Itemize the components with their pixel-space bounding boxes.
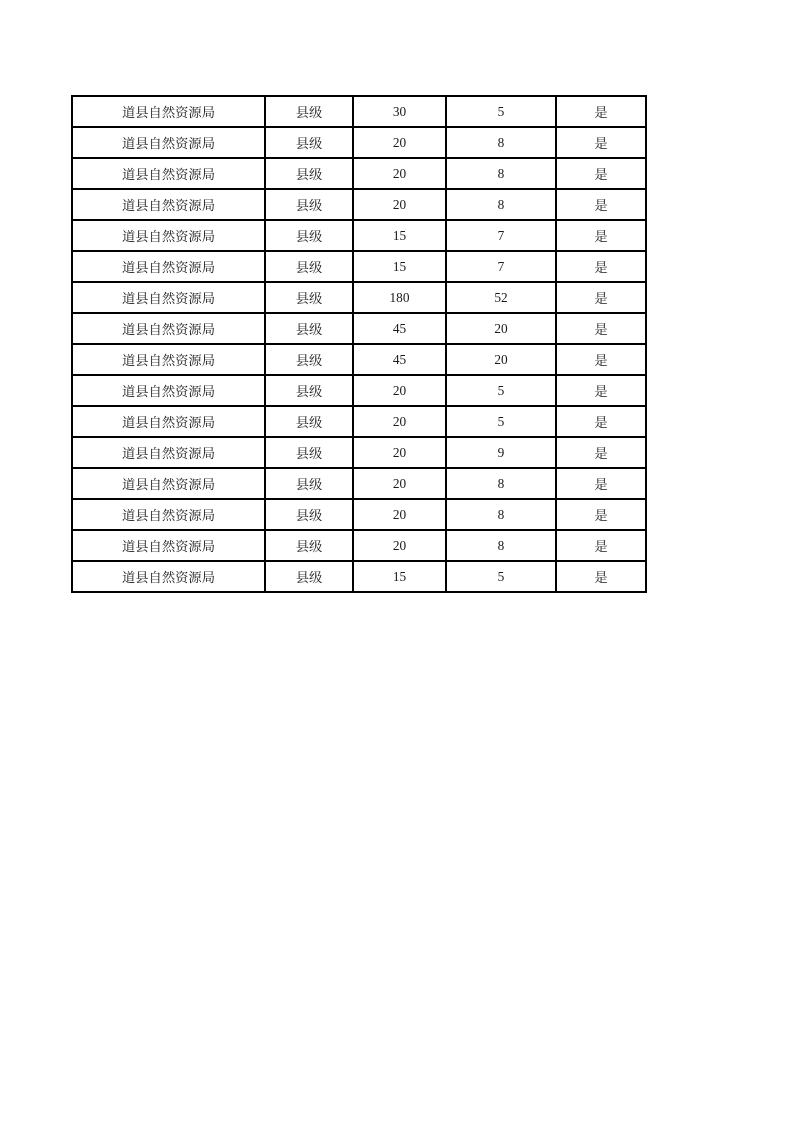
cell-agency: 道县自然资源局 (72, 437, 265, 468)
table-row (72, 499, 646, 530)
cell-quantity-2: 8 (446, 468, 556, 499)
cell-quantity-1: 20 (353, 375, 446, 406)
cell-quantity-2: 5 (446, 96, 556, 127)
cell-yes-flag: 是 (556, 437, 646, 468)
cell-quantity-1: 15 (353, 251, 446, 282)
table-row (72, 127, 646, 158)
cell-quantity-1: 20 (353, 406, 446, 437)
cell-quantity-1: 20 (353, 189, 446, 220)
table-row (72, 251, 646, 282)
cell-quantity-2: 20 (446, 313, 556, 344)
cell-agency: 道县自然资源局 (72, 406, 265, 437)
table-row (72, 189, 646, 220)
table-row (72, 406, 646, 437)
cell-yes-flag: 是 (556, 375, 646, 406)
cell-agency: 道县自然资源局 (72, 220, 265, 251)
cell-yes-flag: 是 (556, 251, 646, 282)
cell-yes-flag: 是 (556, 499, 646, 530)
cell-level: 县级 (265, 406, 353, 437)
cell-yes-flag: 是 (556, 313, 646, 344)
cell-quantity-2: 8 (446, 499, 556, 530)
table-row (72, 530, 646, 561)
cell-yes-flag: 是 (556, 406, 646, 437)
data-table (71, 95, 647, 593)
cell-agency: 道县自然资源局 (72, 344, 265, 375)
cell-quantity-1: 30 (353, 96, 446, 127)
cell-quantity-1: 45 (353, 344, 446, 375)
cell-agency: 道县自然资源局 (72, 561, 265, 592)
table-body (72, 96, 646, 592)
cell-quantity-1: 15 (353, 561, 446, 592)
cell-agency: 道县自然资源局 (72, 313, 265, 344)
cell-level: 县级 (265, 251, 353, 282)
cell-quantity-2: 8 (446, 189, 556, 220)
cell-agency: 道县自然资源局 (72, 530, 265, 561)
cell-yes-flag: 是 (556, 468, 646, 499)
cell-yes-flag: 是 (556, 561, 646, 592)
cell-quantity-1: 45 (353, 313, 446, 344)
cell-yes-flag: 是 (556, 530, 646, 561)
cell-yes-flag: 是 (556, 96, 646, 127)
table-row (72, 313, 646, 344)
cell-level: 县级 (265, 220, 353, 251)
cell-quantity-2: 5 (446, 561, 556, 592)
cell-level: 县级 (265, 189, 353, 220)
cell-level: 县级 (265, 375, 353, 406)
cell-agency: 道县自然资源局 (72, 468, 265, 499)
cell-quantity-2: 20 (446, 344, 556, 375)
table-row (72, 344, 646, 375)
cell-yes-flag: 是 (556, 189, 646, 220)
cell-yes-flag: 是 (556, 282, 646, 313)
cell-yes-flag: 是 (556, 158, 646, 189)
cell-quantity-2: 8 (446, 158, 556, 189)
cell-quantity-2: 5 (446, 406, 556, 437)
cell-level: 县级 (265, 499, 353, 530)
cell-quantity-1: 15 (353, 220, 446, 251)
cell-quantity-1: 20 (353, 468, 446, 499)
table-row (72, 96, 646, 127)
cell-level: 县级 (265, 561, 353, 592)
table-row (72, 468, 646, 499)
cell-level: 县级 (265, 96, 353, 127)
cell-yes-flag: 是 (556, 344, 646, 375)
cell-level: 县级 (265, 468, 353, 499)
cell-level: 县级 (265, 158, 353, 189)
cell-level: 县级 (265, 282, 353, 313)
cell-quantity-2: 5 (446, 375, 556, 406)
cell-yes-flag: 是 (556, 127, 646, 158)
cell-quantity-1: 180 (353, 282, 446, 313)
cell-agency: 道县自然资源局 (72, 96, 265, 127)
cell-agency: 道县自然资源局 (72, 499, 265, 530)
cell-agency: 道县自然资源局 (72, 282, 265, 313)
cell-quantity-2: 8 (446, 127, 556, 158)
table-row (72, 561, 646, 592)
cell-quantity-2: 8 (446, 530, 556, 561)
cell-level: 县级 (265, 530, 353, 561)
cell-agency: 道县自然资源局 (72, 189, 265, 220)
cell-quantity-2: 52 (446, 282, 556, 313)
table-row (72, 375, 646, 406)
cell-level: 县级 (265, 344, 353, 375)
cell-quantity-1: 20 (353, 127, 446, 158)
cell-quantity-2: 7 (446, 251, 556, 282)
cell-agency: 道县自然资源局 (72, 251, 265, 282)
table-row (72, 220, 646, 251)
table-row (72, 158, 646, 189)
table-row (72, 437, 646, 468)
cell-quantity-2: 9 (446, 437, 556, 468)
cell-yes-flag: 是 (556, 220, 646, 251)
cell-quantity-1: 20 (353, 499, 446, 530)
cell-agency: 道县自然资源局 (72, 127, 265, 158)
cell-quantity-1: 20 (353, 158, 446, 189)
cell-level: 县级 (265, 437, 353, 468)
cell-level: 县级 (265, 127, 353, 158)
cell-quantity-2: 7 (446, 220, 556, 251)
cell-quantity-1: 20 (353, 437, 446, 468)
cell-level: 县级 (265, 313, 353, 344)
cell-quantity-1: 20 (353, 530, 446, 561)
table-row (72, 282, 646, 313)
cell-agency: 道县自然资源局 (72, 158, 265, 189)
cell-agency: 道县自然资源局 (72, 375, 265, 406)
